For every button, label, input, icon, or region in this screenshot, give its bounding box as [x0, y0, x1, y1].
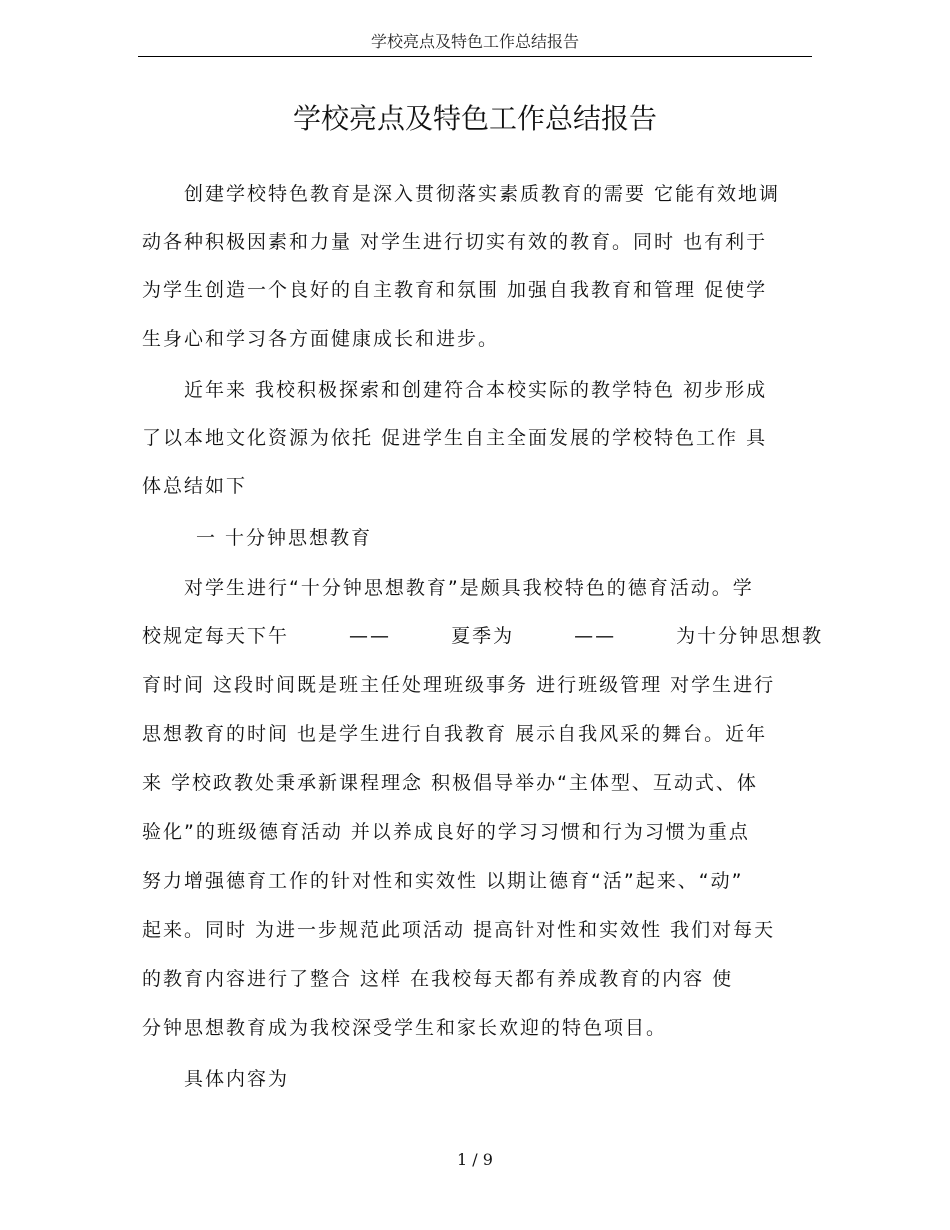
body-line: 育时间 这段时间既是班主任处理班级事务 进行班级管理 对学生进行	[142, 674, 776, 696]
page-number: 1 / 9	[457, 1150, 493, 1169]
body-line: 生身心和学习各方面健康成长和进步。	[142, 328, 500, 350]
body-line: 的教育内容进行了整合 这样 在我校每天都有养成教育的内容 使	[142, 968, 734, 990]
section-heading: 一 十分钟思想教育	[196, 527, 373, 549]
body-line: 思想教育的时间 也是学生进行自我教育 展示自我风采的舞台。近年	[142, 723, 768, 745]
body-line: 为学生创造一个良好的自主教育和氛围 加强自我教育和管理 促使学	[142, 279, 768, 301]
document-title: 学校亮点及特色工作总结报告	[292, 102, 657, 135]
body-line: 了以本地文化资源为依托 促进学生自主全面发展的学校特色工作 具	[142, 427, 768, 449]
body-line: 体总结如下	[142, 475, 248, 497]
body-line: 校规定每天下午 —— 夏季为 —— 为十分钟思想教	[142, 625, 824, 647]
body-line: 分钟思想教育成为我校深受学生和家长欢迎的特色项目。	[142, 1017, 668, 1039]
body-line: 验化”的班级德育活动 并以养成良好的学习习惯和行为习惯为重点	[142, 821, 750, 843]
body-line: 创建学校特色教育是深入贯彻落实素质教育的需要 它能有效地调	[184, 183, 781, 205]
body-line: 动各种积极因素和力量 对学生进行切实有效的教育。同时 也有利于	[142, 231, 768, 253]
body-line: 近年来 我校积极探索和创建符合本校实际的教学特色 初步形成	[184, 379, 768, 401]
body-line: 具体内容为	[184, 1068, 290, 1090]
body-line: 努力增强德育工作的针对性和实效性 以期让德育“活”起来、“动”	[142, 870, 744, 892]
body-line: 起来。同时 为进一步规范此项活动 提高针对性和实效性 我们对每天	[142, 919, 776, 941]
body-line: 对学生进行“十分钟思想教育”是颇具我校特色的德育活动。学	[184, 577, 754, 599]
running-header: 学校亮点及特色工作总结报告	[138, 30, 812, 57]
body-line: 来 学校政教处秉承新课程理念 积极倡导举办“主体型、互动式、体	[142, 772, 758, 794]
